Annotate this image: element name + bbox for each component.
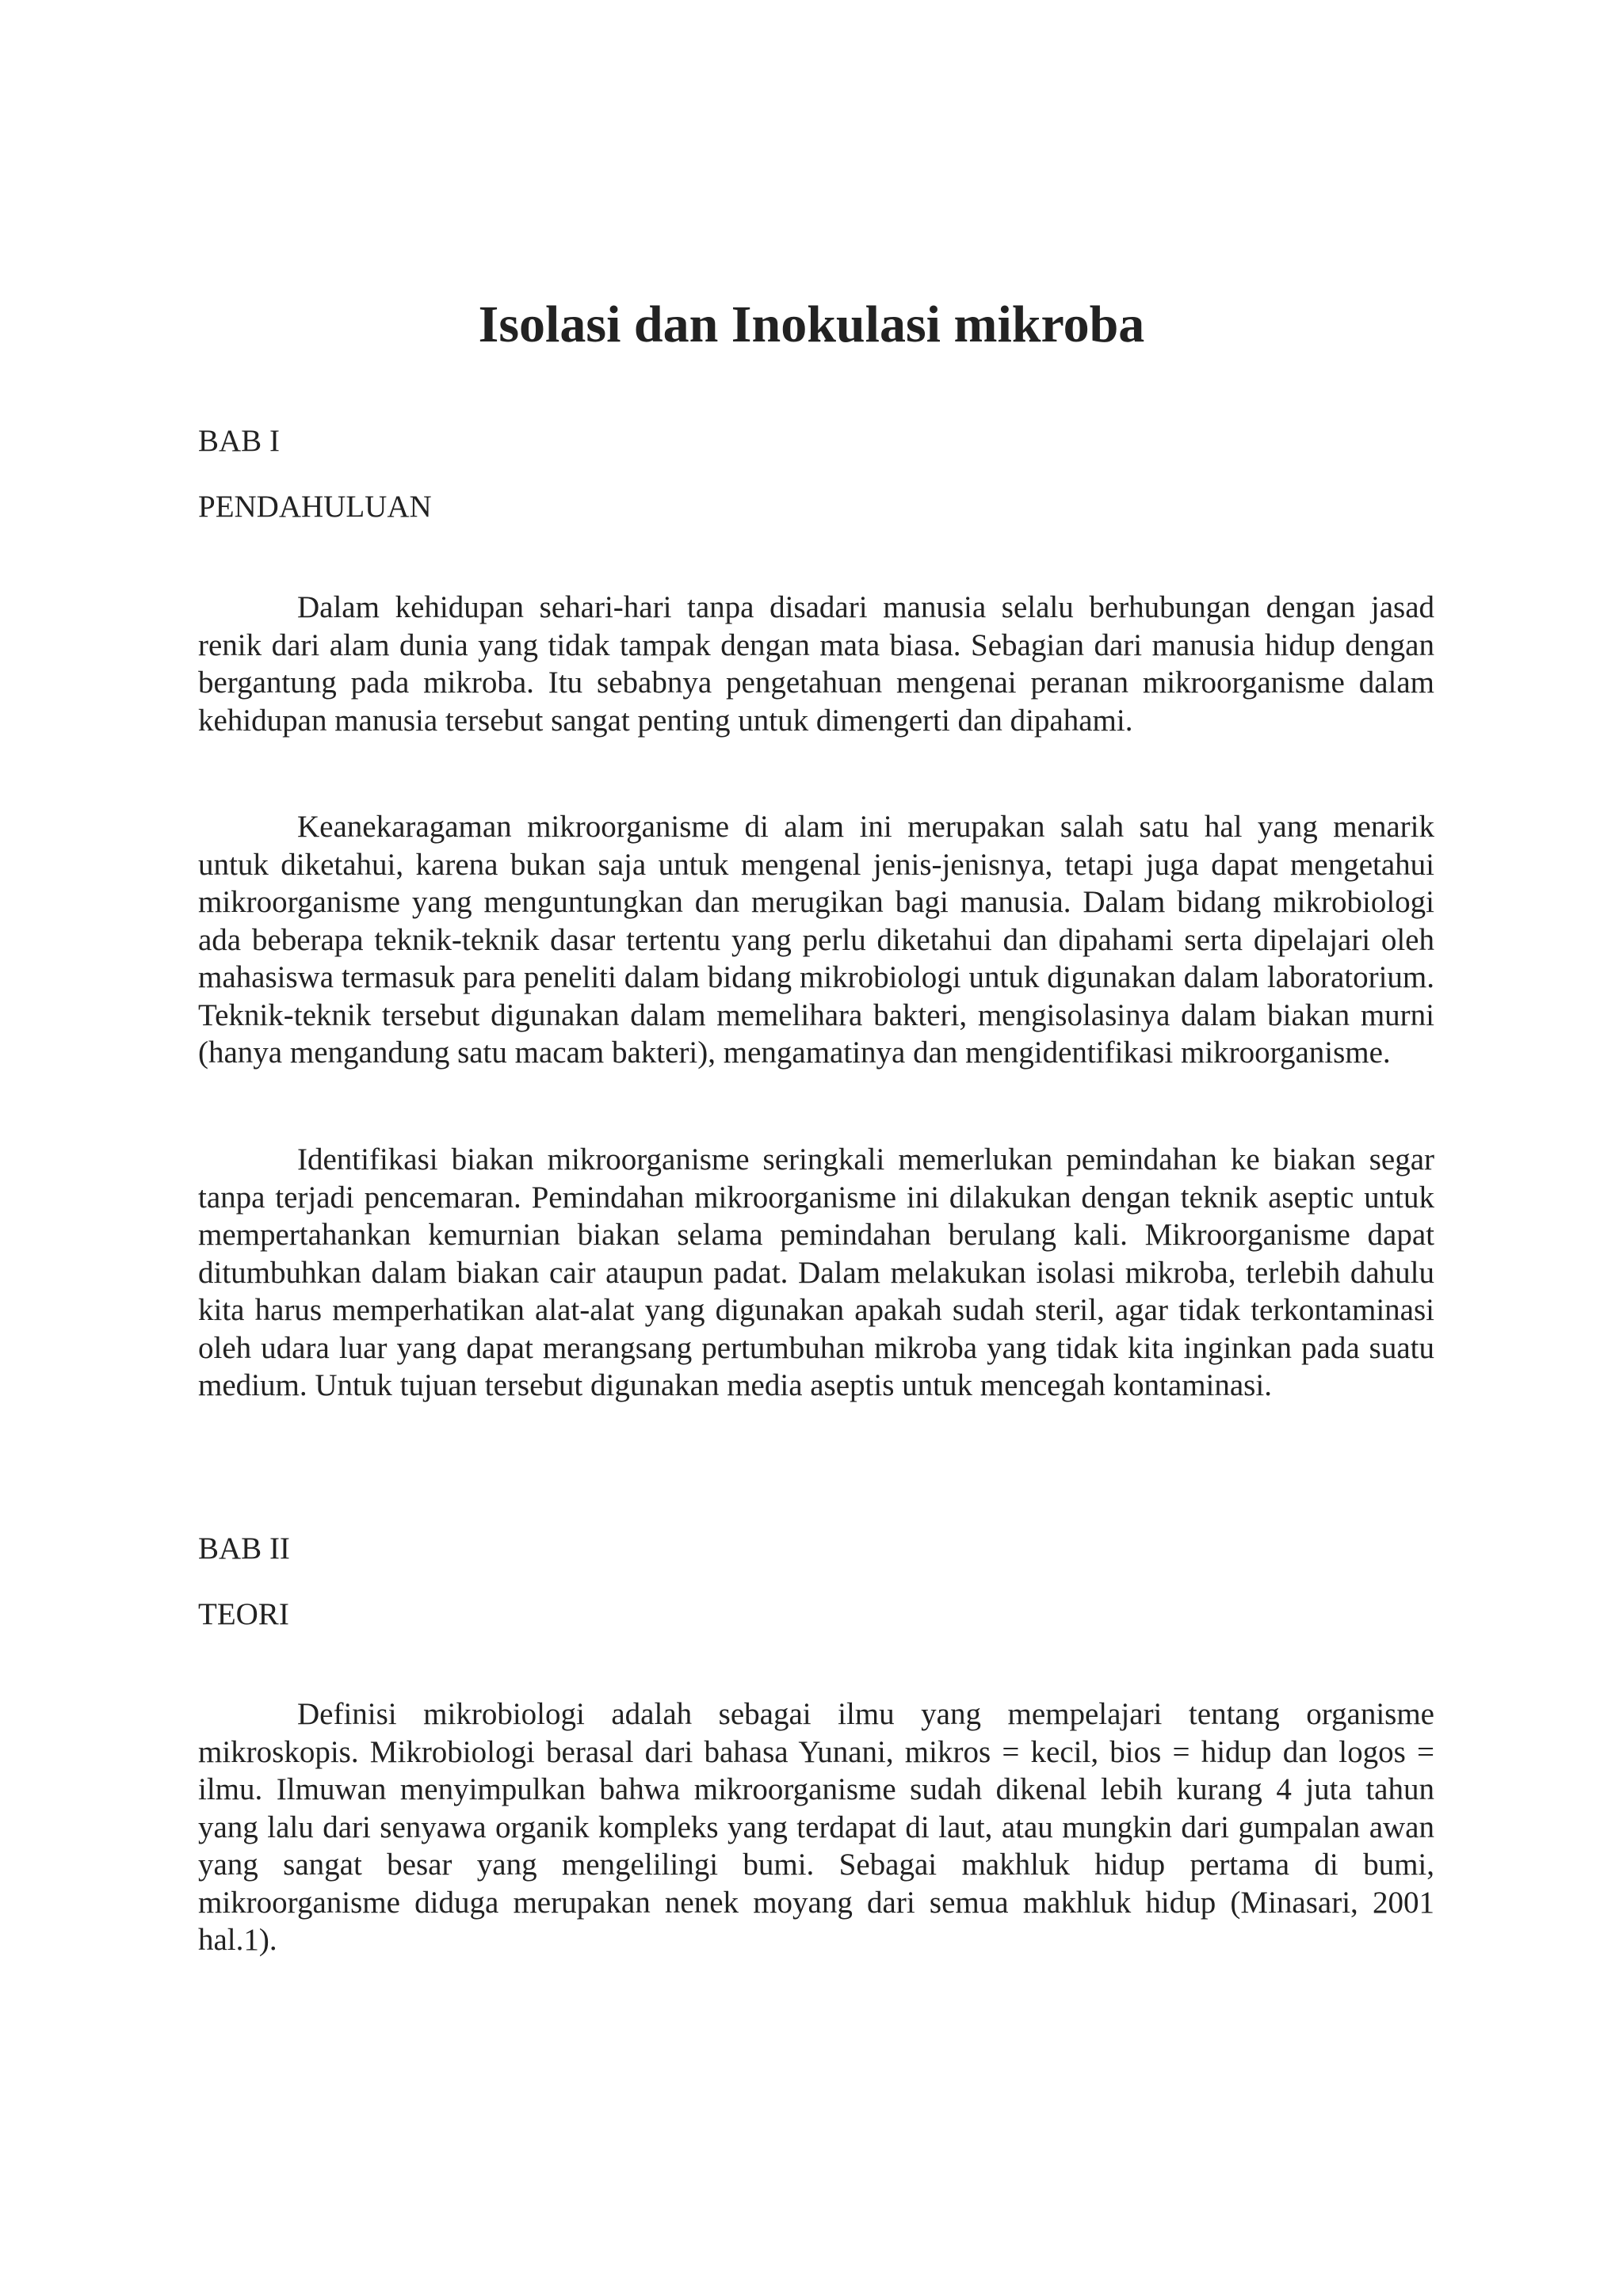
document-title: Isolasi dan Inokulasi mikroba (478, 296, 1145, 353)
chapter-1-paragraph-3: Identifikasi biakan mikroorganisme seringkali memerlukan pemindahan ke biakan segar tanpa terjadi pencemaran. Pemindahan mikroorganisme ini dilakukan dengan teknik aseptic untuk mempertahankan kemurnian biakan selama pemindahan berulang kali. Mikroorganisme dapat ditumbuhkan dalam biakan cair ataupun padat. Dalam melakukan isolasi mikroba, terlebih dahulu kita harus memperhatikan alat-alat yang digunakan apakah sudah steril, agar tidak terkontaminasi oleh udara luar yang dapat merangsang pertumbuhan mikroba yang tidak kita inginkan pada suatu medium. Untuk tujuan tersebut digunakan media aseptis untuk mencegah kontaminasi. (198, 1142, 1434, 1402)
chapter-1-title: PENDAHULUAN (198, 490, 432, 524)
chapter-1-label: BAB I (198, 424, 280, 458)
chapter-2-label: BAB II (198, 1531, 290, 1566)
chapter-1-paragraph-1: Dalam kehidupan sehari-hari tanpa disadari manusia selalu berhubungan dengan jasad renik dari alam dunia yang tidak tampak dengan mata biasa. Sebagian dari manusia hidup dengan bergantung pada mikroba. Itu sebabnya pengetahuan mengenai peranan mikroorganisme dalam kehidupan manusia tersebut sangat penting untuk dimengerti dan dipahami. (198, 590, 1434, 738)
chapter-2-title: TEORI (198, 1597, 289, 1631)
chapter-1-paragraph-2: Keanekaragaman mikroorganisme di alam ini merupakan salah satu hal yang menarik untuk diketahui, karena bukan saja untuk mengenal jenis-jenisnya, tetapi juga dapat mengetahui mikroorganisme yang menguntungkan dan merugikan bagi manusia. Dalam bidang mikrobiologi ada beberapa teknik-teknik dasar tertentu yang perlu diketahui dan dipahami serta dipelajari oleh mahasiswa termasuk para peneliti dalam bidang mikrobiologi untuk digunakan dalam laboratorium. Teknik-teknik tersebut digunakan dalam memelihara bakteri, mengisolasinya dalam biakan murni (hanya mengandung satu macam bakteri), mengamatinya dan mengidentifikasi mikroorganisme. (198, 810, 1434, 1070)
chapter-2-paragraph-1: Definisi mikrobiologi adalah sebagai ilmu yang mempelajari tentang organisme mikroskopis. Mikrobiologi berasal dari bahasa Yunani, mikros = kecil, bios = hidup dan logos = ilmu. Ilmuwan menyimpulkan bahwa mikroorganisme sudah dikenal lebih kurang 4 juta tahun yang lalu dari senyawa organik kompleks yang terdapat di laut, atau mungkin dari gumpalan awan yang sangat besar yang mengelilingi bumi. Sebagai makhluk hidup pertama di bumi, mikroorganisme diduga merupakan nenek moyang dari semua makhluk hidup (Minasari, 2001 hal.1). (198, 1697, 1434, 1957)
